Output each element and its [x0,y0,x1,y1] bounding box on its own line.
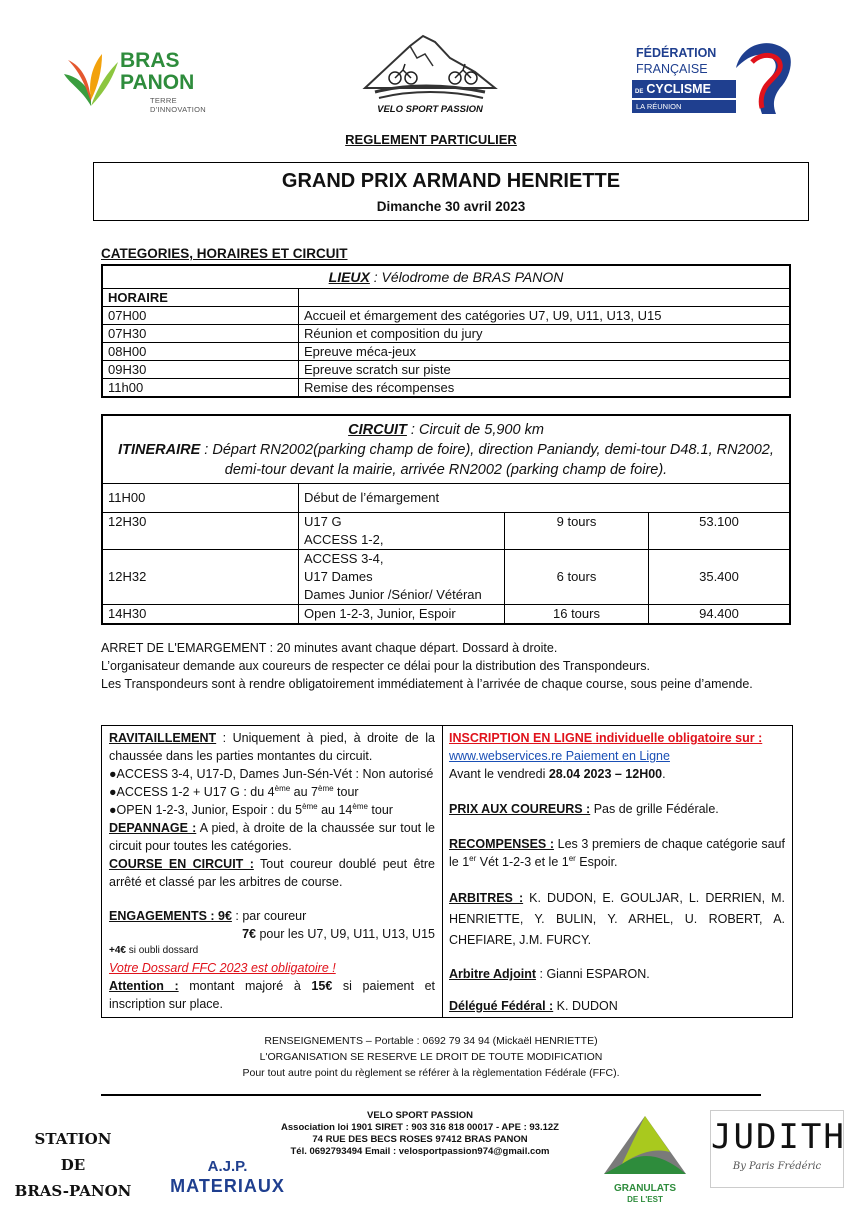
recompenses: RECOMPENSES : Les 3 premiers de chaque catégorie sauf le 1er Vét 1-2-3 et le 1er Espoir. [449,837,785,869]
schedule-table [101,264,791,398]
leaf-icon [62,50,120,108]
ravit-bullet-2: ●ACCESS 1-2 + U17 G : du 4ème au 7ème tour [109,783,359,799]
attention: Attention : montant majoré à 15€ si paiement et inscription sur place. [109,979,436,1011]
delegue-federal: Délégué Fédéral : K. DUDON [449,999,618,1013]
itineraire-value: : Départ RN2002(parking champ de foire), direction Paniandy, demi-tour D48.1, RN2002, demi-tour devant la mairie, arrivée RN2002 (parking champ de foire). [200,442,774,478]
ravit-bullet-1: ●ACCESS 3-4, U17-D, Dames Jun-Sén-Vét : Non autorisé [109,767,434,781]
event-date: Dimanche 30 avril 2023 [376,199,526,214]
granulats-text: GRANULATS DE L'EST [613,1183,677,1204]
renseignements: RENSEIGNEMENTS – Portable : 0692 79 34 94 (Mickaël HENRIETTE) [264,1035,598,1047]
ffc-swoosh-icon [732,38,794,116]
circuit-value: : Circuit de 5,900 km [406,422,544,438]
notes-block [101,639,761,693]
lieux-label: LIEUX [328,268,370,285]
circuit-table [101,414,791,625]
paiement-en-ligne: Paiement en Ligne [562,749,670,763]
bras-panon-logo [62,48,232,112]
arbitres: ARBITRES : K. DUDON, E. GOULJAR, L. DERRIEN, M. HENRIETTE, Y. BULIN, Y. ARHEL, U. ROBERT, A. CHEFIARE, J.M. FURCY. [449,891,785,947]
reglement-title: REGLEMENT PARTICULIER [345,132,517,147]
table-row [102,325,790,343]
bras-panon-tagline: TERRE D'INNOVATION [150,96,207,114]
schedule-time: 07H00 [102,307,299,325]
note-transpondeurs: L’organisateur demande aux coureurs de respecter ce délai pour la distribution des Transpondeurs. [101,659,650,673]
association-contact: Tél. 0692793494 Email : velosportpassion974@gmail.com [290,1146,550,1157]
footer-info [0,1033,862,1081]
table-row [102,484,790,513]
right-column [449,729,785,1015]
course-en-circuit: COURSE EN CIRCUIT : Tout coureur doublé peut être arrêté et classé par les arbitres de course. [109,857,435,889]
association-siret: Association loi 1901 SIRET : 903 316 818 00017 - APE : 93.12Z [281,1122,559,1133]
schedule-header: HORAIRE [102,289,299,307]
date-limite: Avant le vendredi 28.04 2023 – 12H00. [449,767,666,781]
race-time: 12H32 [102,550,299,605]
velo-sport-passion-text: VELO SPORT PASSION [377,104,483,115]
race-laps: 9 tours [505,513,649,550]
race-km: 94.400 [649,605,791,625]
granulats-logo [600,1112,690,1208]
schedule-header-blank [299,289,791,307]
race-laps: 16 tours [505,605,649,625]
mountain-cyclist-icon [355,28,505,104]
ffc-line2: FRANÇAISE [636,62,708,76]
race-time: 14H30 [102,605,299,625]
race-categories: Open 1-2-3, Junior, Espoir [299,605,505,625]
station-bras-panon-logo: STATION DE BRAS-PANON [14,1130,132,1200]
race-laps: 6 tours [505,550,649,605]
note-amende: Les Transpondeurs sont à rendre obligatoirement immédiatement à l’arrivée de chaque course, sous peine d’amende. [101,677,753,691]
schedule-time: 08H00 [102,343,299,361]
table-row [102,605,790,625]
ffc-line3: DE CYCLISME [632,80,736,98]
ravit-bullet-3: ●OPEN 1-2-3, Junior, Espoir : du 5ème au 14ème tour [109,801,393,817]
schedule-desc: Epreuve scratch sur piste [299,361,791,379]
arbitre-adjoint: Arbitre Adjoint : Gianni ESPARON. [449,967,650,981]
table-row [102,307,790,325]
race-categories: U17 G ACCESS 1-2, [299,513,505,550]
ffc-line4: LA RÉUNION [632,100,736,113]
inscription-en-ligne: INSCRIPTION EN LIGNE individuelle obligatoire sur : [449,731,763,745]
column-divider [442,726,443,1017]
race-time: 12H30 [102,513,299,550]
table-row [102,513,790,550]
oubli-dossard: +4€ si oubli dossard [109,945,199,956]
judith-subtitle: By Paris Frédéric [732,1161,822,1172]
ajp-materiaux-logo: A.J.P. MATERIAUX [170,1158,285,1196]
race-km: 35.400 [649,550,791,605]
event-title: GRAND PRIX ARMAND HENRIETTE [281,170,621,192]
lieux-row [102,265,790,289]
schedule-time: 11h00 [102,379,299,398]
association-name: VELO SPORT PASSION [367,1110,473,1121]
circuit-header [102,415,790,484]
table-row [102,361,790,379]
race-km: 53.100 [649,513,791,550]
judith-logo [710,1110,844,1188]
itineraire-label: ITINERAIRE [118,442,201,458]
race-time: 11H00 [102,484,299,513]
table-row [102,379,790,398]
left-column [109,729,435,1013]
footer-divider [101,1094,761,1096]
judith-text: JUDITH [711,1117,846,1157]
schedule-desc: Accueil et émargement des catégories U7, U9, U11, U13, U15 [299,307,791,325]
bras-panon-name: BRAS PANON [120,49,195,94]
schedule-desc: Remise des récompenses [299,379,791,398]
inscription-link-line [449,747,785,765]
ffc-logo [632,38,794,118]
schedule-time: 09H30 [102,361,299,379]
lieux-value: : Vélodrome de BRAS PANON [369,268,564,285]
race-categories: ACCESS 3-4, U17 Dames Dames Junior /Sénior/ Vétéran [299,550,505,605]
webservices-link[interactable]: www.webservices.re [449,749,563,763]
ravitaillement: RAVITAILLEMENT : Uniquement à pied, à droite de la chaussée dans les parties montantes du circuit. [109,731,435,763]
velo-sport-passion-logo [355,28,505,120]
schedule-desc: Réunion et composition du jury [299,325,791,343]
prix-coureurs: PRIX AUX COUREURS : Pas de grille Fédérale. [449,802,719,816]
section-title: CATEGORIES, HORAIRES ET CIRCUIT [101,246,348,261]
droit-modification: L'ORGANISATION SE RESERVE LE DROIT DE TOUTE MODIFICATION [259,1051,603,1063]
note-arret: ARRET DE L'EMARGEMENT : 20 minutes avant chaque départ. Dossard à droite. [101,641,558,655]
association-address: 74 RUE DES BECS ROSES 97412 BRAS PANON [312,1134,528,1145]
circuit-label: CIRCUIT [348,422,407,438]
dossard-obligatoire: Votre Dossard FFC 2023 est obligatoire ! [109,961,336,975]
reglementation-ffc: Pour tout autre point du règlement se référer à la règlementation Fédérale (FFC). [242,1067,620,1079]
ffc-line1: FÉDÉRATION [636,46,717,60]
table-row [102,343,790,361]
table-row [102,550,790,605]
info-box [101,725,793,1018]
schedule-time: 07H30 [102,325,299,343]
depannage: DEPANNAGE : A pied, à droite de la chaussée sur tout le circuit pour toutes les catégories. [109,821,435,853]
event-title-box [93,162,809,221]
engagements-jeunes: 7€ pour les U7, U9, U11, U13, U15 [242,927,435,941]
association-info [220,1110,620,1158]
granulats-triangle-icon [600,1112,690,1178]
schedule-desc: Epreuve méca-jeux [299,343,791,361]
engagements: ENGAGEMENTS : 9€ : par coureur [109,909,307,923]
race-desc: Début de l’émargement [299,484,791,513]
